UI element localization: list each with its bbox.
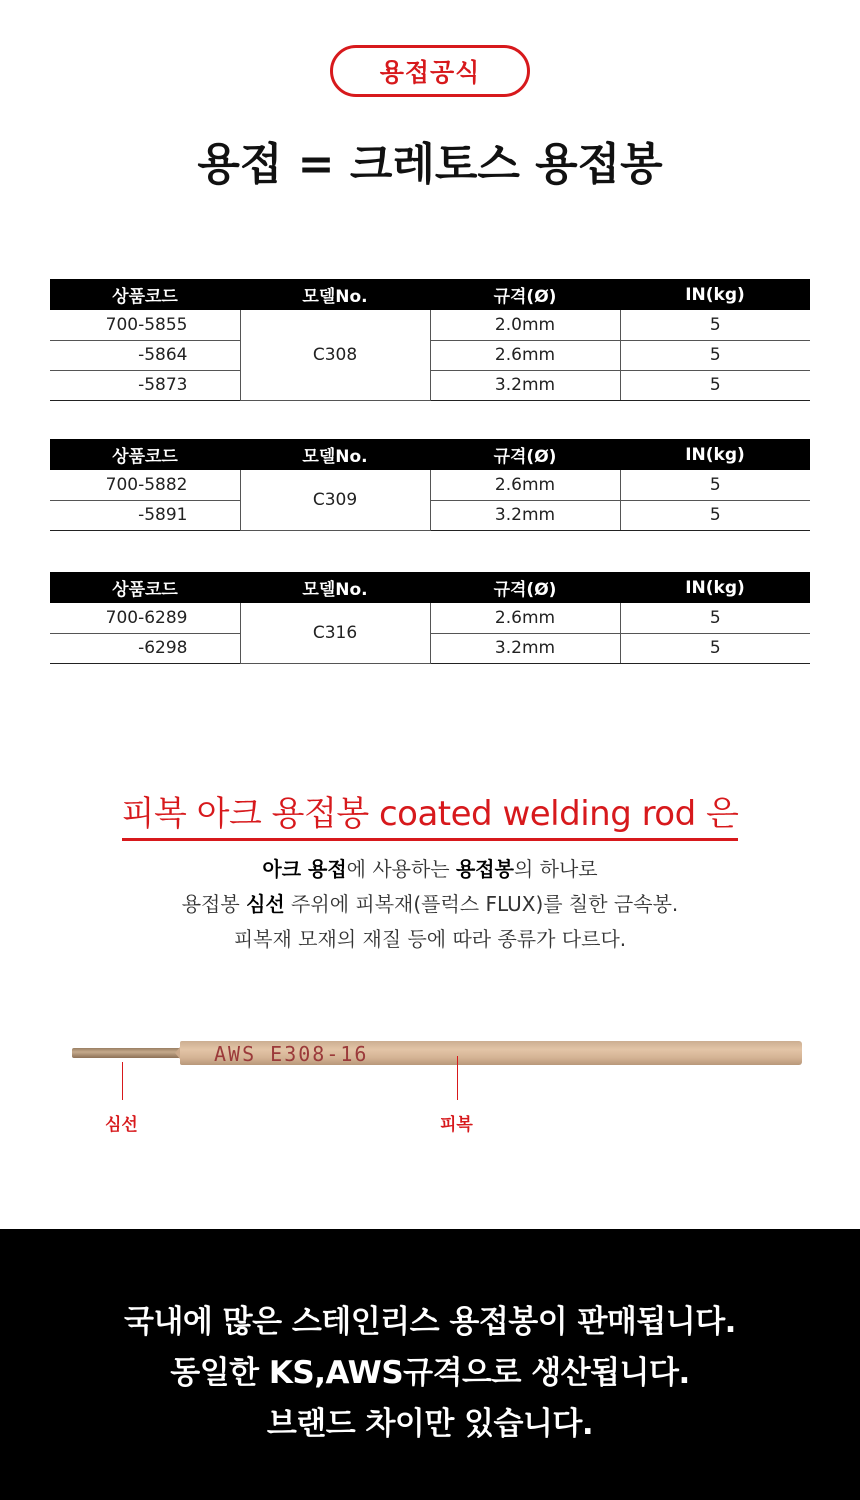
core-label: 심선 <box>105 1115 138 1135</box>
header-model: 모델No. <box>240 279 430 310</box>
weight: 5 <box>620 370 810 400</box>
size: 3.2mm <box>430 370 620 400</box>
welding-rod-illustration <box>0 1020 860 1140</box>
header-weight: IN(kg) <box>620 572 810 603</box>
table-row <box>50 603 810 633</box>
header-product-code: 상품코드 <box>50 572 240 603</box>
rod-print-text: AWS E308-16 <box>214 1042 369 1066</box>
text: 의 하나로 <box>513 857 598 881</box>
text: 주위에 피복재(플럭스 FLUX)를 칠한 금속봉. <box>284 892 679 916</box>
size: 3.2mm <box>430 500 620 530</box>
size: 2.6mm <box>430 470 620 500</box>
weight: 5 <box>620 633 810 663</box>
section-title <box>0 786 860 835</box>
coating-label: 피복 <box>440 1115 473 1135</box>
header-model: 모델No. <box>240 439 430 470</box>
model-number: C308 <box>240 310 430 400</box>
section-title-text: 피복 아크 용접봉 coated welding rod 은 <box>122 794 739 841</box>
description <box>0 852 860 957</box>
page-title: 용접 = 크레토스 용접봉 <box>197 139 663 190</box>
table-row <box>50 310 810 340</box>
header-product-code: 상품코드 <box>50 439 240 470</box>
size: 2.0mm <box>430 310 620 340</box>
weight: 5 <box>620 470 810 500</box>
header-size: 규격(Ø) <box>430 572 620 603</box>
description-line-2 <box>0 887 860 922</box>
table-row <box>50 370 810 400</box>
text: 에 사용하는 <box>346 857 456 881</box>
footer-line-1: 국내에 많은 스테인리스 용접봉이 판매됩니다. <box>124 1304 736 1340</box>
product-code: 700-5855 <box>50 310 240 340</box>
footer-line-3: 브랜드 차이만 있습니다. <box>266 1406 594 1442</box>
footer-line-2: 동일한 KS,AWS규격으로 생산됩니다. <box>170 1355 690 1391</box>
table-row <box>50 470 810 500</box>
table-row <box>50 633 810 663</box>
model-number: C309 <box>240 470 430 530</box>
header-product-code: 상품코드 <box>50 279 240 310</box>
header-model: 모델No. <box>240 572 430 603</box>
header-size: 규격(Ø) <box>430 279 620 310</box>
size: 2.6mm <box>430 340 620 370</box>
weight: 5 <box>620 603 810 633</box>
weight: 5 <box>620 310 810 340</box>
bold-term: 용접봉 <box>455 857 514 881</box>
table-row <box>50 500 810 530</box>
footer-banner <box>0 1229 860 1500</box>
size: 3.2mm <box>430 633 620 663</box>
header-weight: IN(kg) <box>620 279 810 310</box>
product-code: 700-6289 <box>50 603 240 633</box>
rod-core-wire <box>72 1048 184 1058</box>
badge-pill: 용접공식 <box>330 45 530 97</box>
product-code: -5864 <box>50 340 240 370</box>
size: 2.6mm <box>430 603 620 633</box>
spec-table-c316 <box>50 572 810 664</box>
bold-term: 아크 용접 <box>262 857 347 881</box>
header-size: 규격(Ø) <box>430 439 620 470</box>
header-weight: IN(kg) <box>620 439 810 470</box>
spec-table-c308 <box>50 279 810 401</box>
product-code: -5873 <box>50 370 240 400</box>
model-number: C316 <box>240 603 430 663</box>
product-code: -5891 <box>50 500 240 530</box>
text: 용접봉 <box>181 892 247 916</box>
weight: 5 <box>620 500 810 530</box>
core-leader-line <box>122 1062 123 1100</box>
bold-term: 심선 <box>246 892 285 916</box>
coating-leader-line <box>457 1056 458 1100</box>
product-code: -6298 <box>50 633 240 663</box>
product-code: 700-5882 <box>50 470 240 500</box>
description-line-1 <box>0 852 860 887</box>
spec-table-c309 <box>50 439 810 531</box>
description-line-3: 피복재 모재의 재질 등에 따라 종류가 다르다. <box>233 927 627 951</box>
table-row <box>50 340 810 370</box>
weight: 5 <box>620 340 810 370</box>
